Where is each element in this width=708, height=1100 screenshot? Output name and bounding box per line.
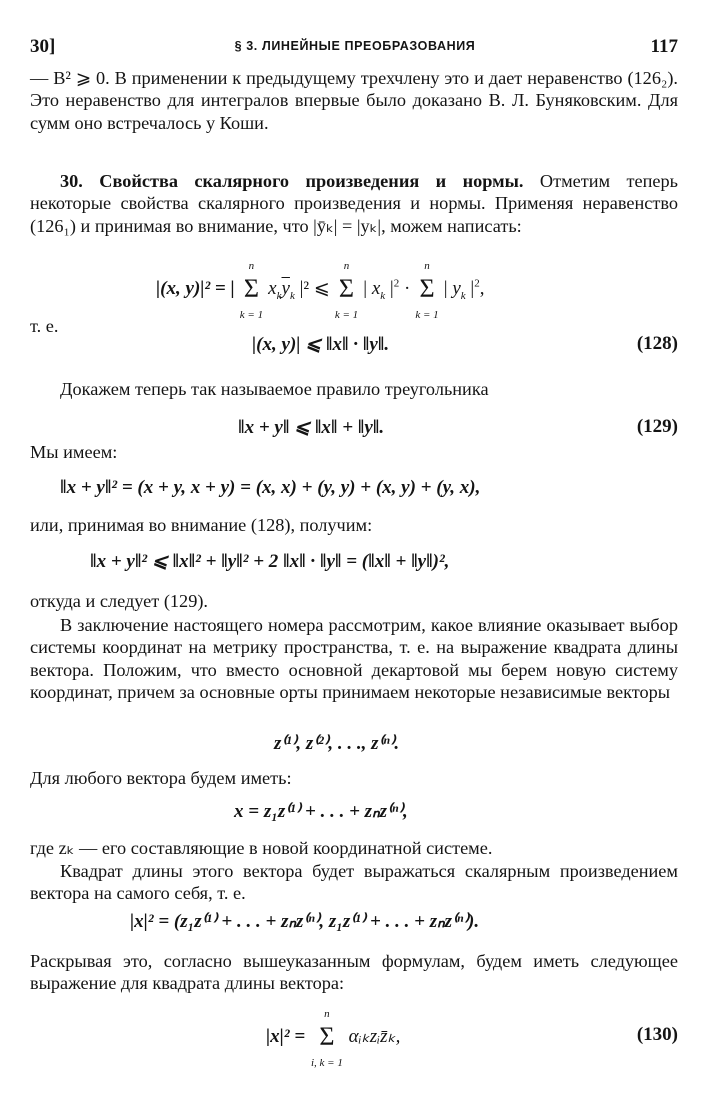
- whence: откуда и следует (129).: [30, 591, 208, 611]
- paragraph-square: Квадрат длины этого вектора будет выражаться скалярным произведением вектора на самого себя, т. е.: [30, 861, 678, 904]
- formula-129: ‖x + y‖ ⩽ ‖x‖ + ‖y‖.: [238, 417, 385, 438]
- paragraph-intro: — B² ⩾ 0. В применении к предыдущему трехчлену это и дает неравенство (126₂). Это неравенство для интегралов впервые было доказано В. Л. Буняковским. Для сумм оно встречалось у Коши.: [30, 68, 678, 133]
- formula-130-lhs: |x|² =: [266, 1025, 306, 1047]
- triangle-intro: Докажем теперь так называемое правило треугольника: [60, 379, 489, 399]
- sum-symbol-1: n Σ k = 1: [239, 260, 264, 321]
- sum-symbol-4: n Σ i, k = 1: [310, 1008, 343, 1069]
- formula-decomp-row: [30, 800, 678, 840]
- formula-square: |x|² = (z₁z⁽¹⁾ + . . . + zₙz⁽ⁿ⁾, z₁z⁽¹⁾ + . . . + zₙz⁽ⁿ⁾).: [130, 911, 480, 932]
- paragraph-section-30: [30, 170, 678, 237]
- chapter-title: § 3. ЛИНЕЙНЫЕ ПРЕОБРАЗОВАНИЯ: [234, 39, 476, 53]
- paragraph-conclusion: В заключение настоящего номера рассмотрим, какое влияние оказывает выбор системы координат на метрику пространства, т. е. на выражение квадрата длины вектора. Положим, что вместо основной декартовой мы берем новую систему координат, причем за основные орты принимаем некоторые независимые векторы: [30, 615, 678, 703]
- formula-cauchy: |(x, y)|² = | n Σ k = 1 $x_k\overline{y}_k$ |² ⩽ n Σ k = 1 | $x_k$ $|^2$ · n Σ k = 1 | $y_k$ $|^2$,: [156, 260, 485, 321]
- formula-square-row: [30, 910, 678, 950]
- equation-number-130: (130): [636, 1024, 678, 1045]
- te-label: т. е.: [30, 316, 59, 336]
- formula-bound-row: [30, 550, 678, 590]
- formula-basis-row: [30, 732, 678, 772]
- formula-cauchy-lhs: |(x, y)|² = |: [156, 277, 235, 299]
- section-lead: Отметим теперь некоторые свойства скалярного произведения и нормы. Применяя неравенство (126₁) и принимая во внимание, что |ȳₖ| = |yₖ|, можем написать:: [30, 171, 678, 236]
- sum-symbol-2: n Σ k = 1: [334, 260, 359, 321]
- formula-128-row: [30, 333, 678, 373]
- equation-number-128: (128): [636, 333, 678, 354]
- formula-expand: ‖x + y‖² = (x + y, x + y) = (x, x) + (y, y) + (x, y) + (y, x),: [60, 477, 481, 498]
- where-zk: где zₖ — его составляющие в новой координатной системе.: [30, 838, 493, 858]
- formula-130-row: [30, 1008, 678, 1082]
- book-page: [30, 0, 680, 1100]
- formula-cauchy-rhs: |² ⩽: [299, 277, 330, 299]
- formula-128: |(x, y)| ⩽ ‖x‖ · ‖y‖.: [252, 334, 390, 355]
- paragraph-expand: Раскрывая это, согласно вышеуказанным формулам, будем иметь следующее выражение для квадрата длины вектора:: [30, 951, 678, 994]
- sum-symbol-3: n Σ k = 1: [415, 260, 439, 321]
- section-number: 30]: [30, 36, 56, 57]
- formula-bound: ‖x + y‖² ⩽ ‖x‖² + ‖y‖² + 2 ‖x‖ · ‖y‖ = (‖x‖ + ‖y‖)²,: [90, 551, 450, 572]
- formula-basis: z⁽¹⁾, z⁽²⁾, . . ., z⁽ⁿ⁾.: [274, 733, 400, 754]
- running-header: [30, 36, 680, 60]
- we-have: Мы имеем:: [30, 442, 118, 462]
- page-number: 117: [650, 36, 678, 57]
- section-heading: 30. Свойства скалярного произведения и нормы.: [60, 171, 524, 191]
- equation-number-129: (129): [636, 416, 678, 437]
- formula-expand-row: [30, 477, 678, 517]
- for-any: Для любого вектора будем иметь:: [30, 768, 292, 788]
- or-taking: или, принимая во внимание (128), получим:: [30, 515, 373, 535]
- formula-decomp: x = z₁z⁽¹⁾ + . . . + zₙz⁽ⁿ⁾,: [234, 801, 408, 822]
- formula-130-term: αᵢₖzᵢz̄ₖ,: [348, 1025, 401, 1047]
